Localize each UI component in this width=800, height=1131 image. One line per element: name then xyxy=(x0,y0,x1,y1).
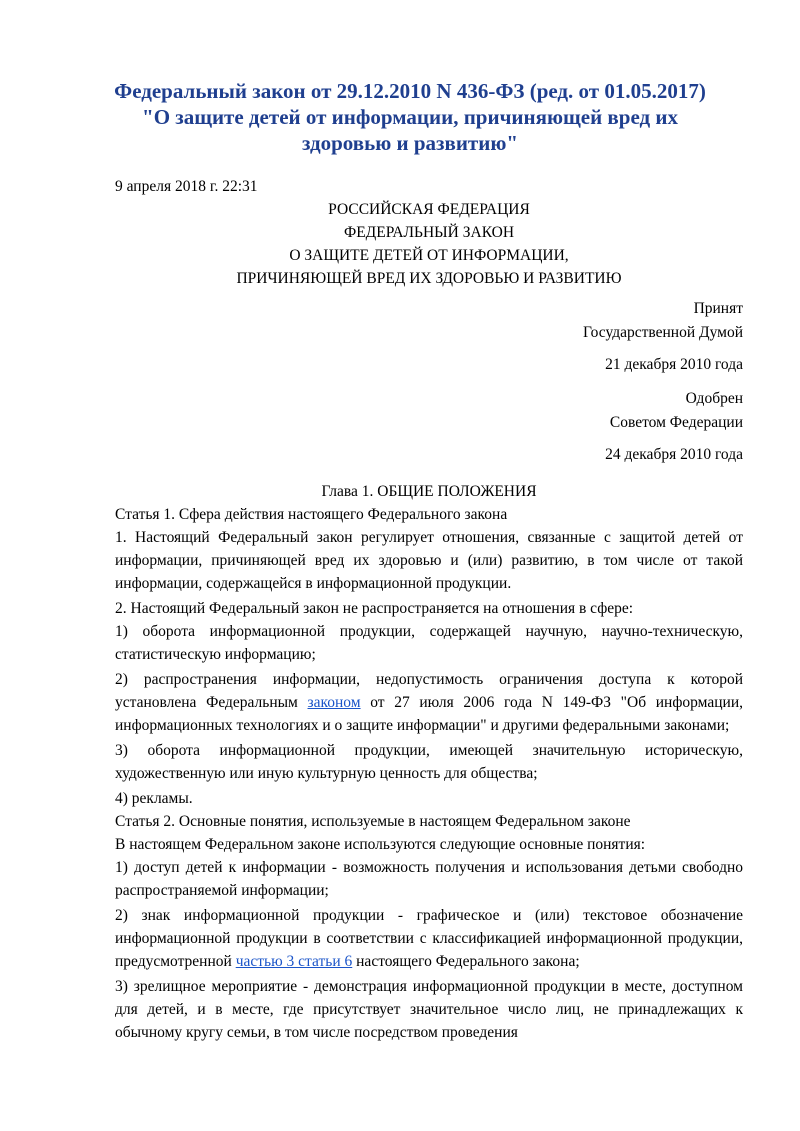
chapter-heading: Глава 1. ОБЩИЕ ПОЛОЖЕНИЯ xyxy=(321,483,537,500)
document-title xyxy=(80,78,740,156)
header-law-name-1: О ЗАЩИТЕ ДЕТЕЙ ОТ ИНФОРМАЦИИ, xyxy=(289,247,569,264)
law-header xyxy=(115,198,743,290)
definition-2-text-before: 2) знак информационной продукции - графическое и (или) текстовое обозначение информационной продукции в соответствии с классификацией информационной продукции, предусмотренной xyxy=(115,907,743,970)
document-body xyxy=(115,480,743,1044)
adopted-date: 21 декабря 2010 года xyxy=(605,356,743,373)
article-6-link[interactable]: частью 3 статьи 6 xyxy=(235,953,353,970)
title-line-2: "О защите детей от информации, причиняющей вред их xyxy=(142,105,678,129)
adopted-block xyxy=(583,297,743,345)
article-1-item-3: 3) оборота информационной продукции, имеющей значительную историческую, художественную или иную культурную ценность для общества; xyxy=(115,742,743,782)
article-2-intro: В настоящем Федеральном законе используются следующие основные понятия: xyxy=(115,836,646,853)
article-2-definition-1: 1) доступ детей к информации - возможность получения и использования детьми свободно распространяемой информации; xyxy=(115,859,743,899)
article-1-item-2 xyxy=(115,668,743,737)
article-1-item-4: 4) рекламы. xyxy=(115,790,193,807)
item-2-text-after: от 27 июля 2006 года N 149-ФЗ "Об информации, информационных технологиях и о защите информации" и другими федеральными законами; xyxy=(115,694,743,734)
title-line-3: здоровью и развитию" xyxy=(301,131,519,155)
article-2-definition-3: 3) зрелищное мероприятие - демонстрация информационной продукции в месте, доступном для детей, и в месте, где присутствует значительное число лиц, не принадлежащих к обычному кругу семьи, в том числе посредством проведения xyxy=(115,978,743,1041)
article-1-paragraph-1: 1. Настоящий Федеральный закон регулирует отношения, связанные с защитой детей от информации, причиняющей вред их здоровью и (или) развитию, в том числе от такой информации, содержащейся в информационной продукции. xyxy=(115,529,743,592)
approved-block xyxy=(610,387,743,435)
law-link[interactable]: законом xyxy=(307,694,361,711)
adopted-body: Государственной Думой xyxy=(583,324,743,341)
approved-body: Советом Федерации xyxy=(609,414,743,431)
article-1-title: Статья 1. Сфера действия настоящего Федерального закона xyxy=(115,506,508,523)
adopted-label: Принят xyxy=(693,300,743,317)
definition-2-text-after: настоящего Федерального закона; xyxy=(352,953,580,970)
title-line-1: Федеральный закон от 29.12.2010 N 436-ФЗ (ред. от 01.05.2017) xyxy=(114,79,706,103)
header-law-type: ФЕДЕРАЛЬНЫЙ ЗАКОН xyxy=(343,224,515,241)
approved-date: 24 декабря 2010 года xyxy=(605,446,743,463)
approved-label: Одобрен xyxy=(685,390,743,407)
header-law-name-2: ПРИЧИНЯЮЩЕЙ ВРЕД ИХ ЗДОРОВЬЮ И РАЗВИТИЮ xyxy=(236,270,622,287)
document-date: 9 апреля 2018 г. 22:31 xyxy=(115,178,258,195)
article-1-item-1: 1) оборота информационной продукции, содержащей научную, научно-техническую, статистическую информацию; xyxy=(115,623,743,663)
header-country: РОССИЙСКАЯ ФЕДЕРАЦИЯ xyxy=(328,201,530,218)
item-2-text-before: 2) распространения информации, недопустимость ограничения доступа к которой установлена Федеральным xyxy=(115,671,743,711)
article-1-paragraph-2: 2. Настоящий Федеральный закон не распространяется на отношения в сфере: xyxy=(115,600,634,617)
article-2-title: Статья 2. Основные понятия, используемые в настоящем Федеральном законе xyxy=(115,813,631,830)
article-2-definition-2 xyxy=(115,904,743,973)
